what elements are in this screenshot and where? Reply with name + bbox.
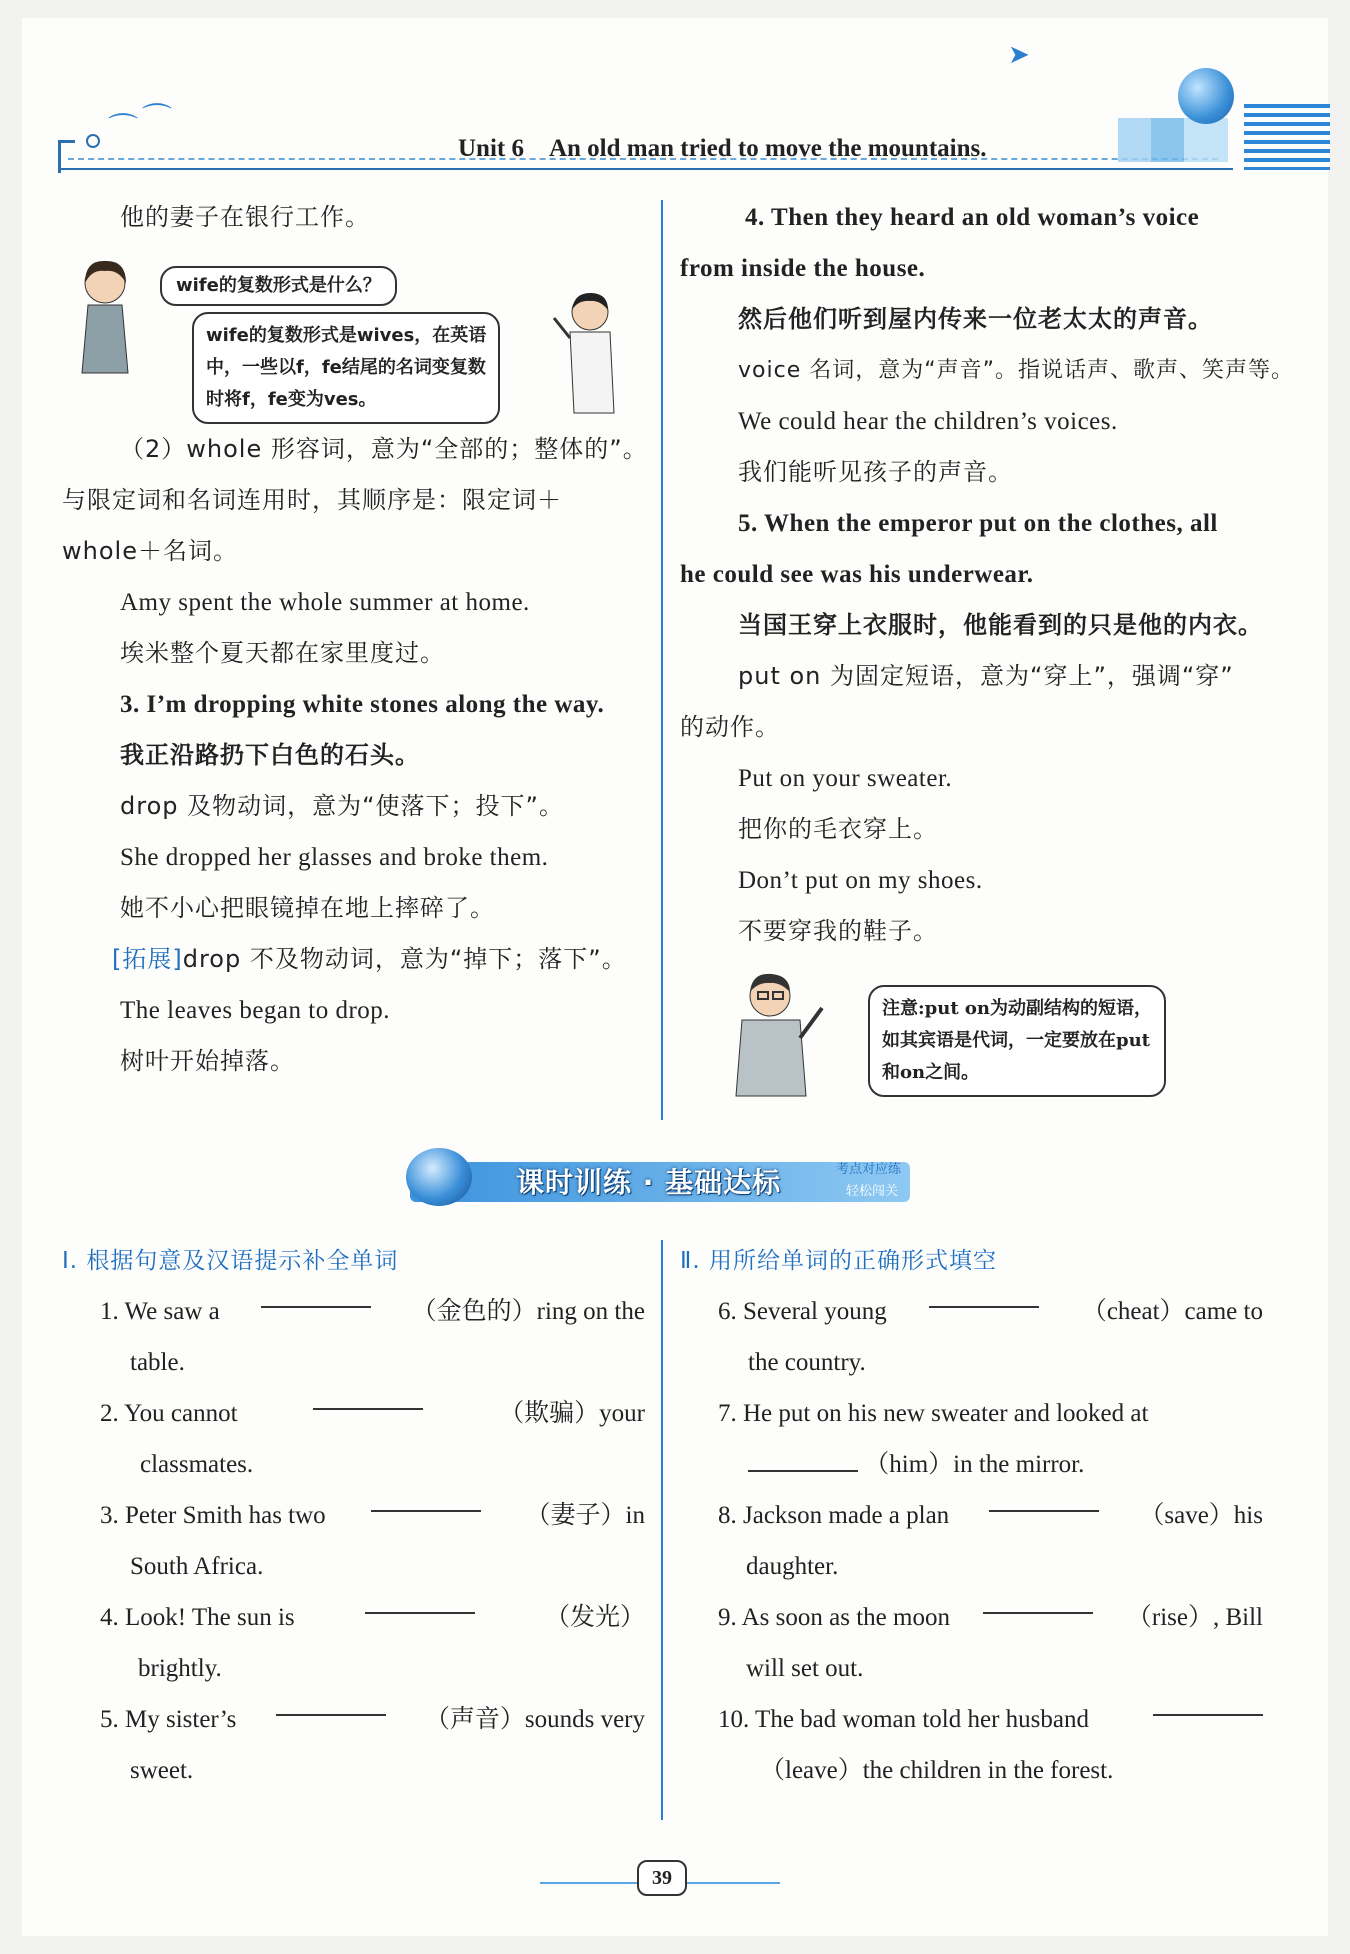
example-sentence: Amy spent the whole summer at home. [120,589,530,616]
speech-bubble-question: wife的复数形式是什么？ [160,266,397,306]
text-line: drop 及物动词，意为“使落下；投下”。 [120,792,564,820]
exercise-item [718,1439,1263,1490]
answer-blank[interactable] [929,1286,1039,1308]
question-text: （him）in the mirror. [864,1451,1085,1478]
example-sentence: Don’t put on my shoes. [738,867,983,894]
question-text: （cheat）came to [1081,1298,1263,1325]
exercise-item [718,1490,1263,1541]
question-text: 6. Several young [718,1298,887,1325]
note-bubble [868,985,1166,1097]
page-header [58,40,1298,170]
extension-text: drop 不及物动词，意为“掉下；落下”。 [182,945,627,973]
translation: 我们能听见孩子的声音。 [738,458,1013,486]
key-sentence: he could see was his underwear. [680,561,1034,588]
exercise-item: 7. He put on his new sweater and looked at [718,1400,1149,1427]
question-text: （save）his [1139,1502,1263,1529]
bubble-line: wife的复数形式是wives，在英语 [206,325,487,346]
exercise-item [100,1694,645,1745]
question-text: 3. Peter Smith has two [100,1502,326,1529]
key-sentence: from inside the house. [680,255,926,282]
answer-blank[interactable] [365,1592,475,1614]
bubble-line: 中，一些以f，fe结尾的名词变复数 [206,357,486,378]
question-text: （金色的）ring on the [411,1298,645,1325]
exercise-list-1 [100,1286,645,1796]
key-sentence: 3. I’m dropping white stones along the way. [120,691,605,718]
note-line: 注意:put on为动副结构的短语， [882,998,1152,1019]
paper-plane-icon: ➤ [1008,40,1030,70]
exercise-item [100,1388,645,1439]
text-line: （2）whole 形容词，意为“全部的；整体的”。 [120,435,648,463]
question-text: （rise）, Bill [1126,1604,1263,1631]
question-cont: （leave）the children in the forest. [760,1757,1114,1784]
text-line: put on 为固定短语，意为“穿上”，强调“穿” [738,662,1234,690]
banner-title: 课时训练 · 基础达标 [516,1166,782,1199]
exercise-item [718,1286,1263,1337]
question-text: 5. My sister’s [100,1706,237,1733]
question-text: 2. You cannot [100,1400,238,1427]
exercise-item [718,1694,1263,1745]
answer-blank[interactable] [983,1592,1093,1614]
column-divider [661,1240,663,1820]
header-rule [58,168,1233,170]
answer-blank[interactable] [1153,1694,1263,1716]
extension-line [62,934,647,985]
bird-icon: ⌒ [108,112,138,147]
question-text: （欺骗）your [499,1400,645,1427]
question-text: （发光） [544,1604,645,1631]
question-cont: classmates. [140,1451,254,1478]
translation: 埃米整个夏天都在家里度过。 [120,639,445,667]
section-title: Ⅰ. 根据句意及汉语提示补全单词 [62,1248,399,1274]
extension-tag: [拓展] [112,945,183,973]
example-sentence: The leaves began to drop. [120,997,391,1024]
question-text: 1. We saw a [100,1298,220,1325]
text-line: 他的妻子在银行工作。 [120,203,370,231]
section-title: Ⅱ. 用所给单词的正确形式填空 [680,1248,997,1274]
question-cont: sweet. [130,1757,194,1784]
page-number: 39 [637,1860,687,1896]
example-sentence: She dropped her glasses and broke them. [120,844,549,871]
note-line: 如其宾语是代词，一定要放在put [882,1030,1150,1051]
text-line: 与限定词和名词连用时，其顺序是：限定词＋ [62,486,562,514]
header-decoration [1118,118,1228,162]
exercise-item [100,1490,645,1541]
question-cont: table. [130,1349,185,1376]
key-sentence-text: 4. Then they heard an old woman’s voice [745,204,1200,231]
answer-blank[interactable] [748,1450,858,1472]
note-line: 和on之间。 [882,1062,980,1083]
speech-bubble-answer [192,312,500,424]
section-banner [396,1148,926,1212]
example-sentence: We could hear the children’s voices. [738,408,1118,435]
question-cont: the country. [748,1349,866,1376]
exercise-item [100,1592,645,1643]
exercise-item [100,1286,645,1337]
exercise-item [718,1592,1263,1643]
answer-blank[interactable] [313,1388,423,1410]
key-translation: 我正沿路扔下白色的石头。 [120,741,420,769]
bubble-line: 时将f，fe变为ves。 [206,389,377,410]
translation: 树叶开始掉落。 [120,1047,295,1075]
header-stripes [1244,104,1330,170]
question-text: 10. The bad woman told her husband [718,1706,1089,1733]
right-column [680,192,1295,957]
answer-blank[interactable] [371,1490,481,1512]
example-sentence: Put on your sweater. [738,765,953,792]
translation: 她不小心把眼镜掉在地上摔碎了。 [120,894,495,922]
key-translation: 当国王穿上衣服时，他能看到的只是他的内衣。 [738,611,1263,639]
girl-figure [70,255,140,375]
globe-icon [406,1148,472,1206]
translation: 把你的毛衣穿上。 [738,815,938,843]
text-line: whole＋名词。 [62,537,238,565]
key-translation: 然后他们听到屋内传来一位老太太的声音。 [738,305,1213,333]
question-cont: will set out. [746,1655,864,1682]
text-line: 的动作。 [680,713,780,741]
question-cont: daughter. [746,1553,839,1580]
question-text: 9. As soon as the moon [718,1604,950,1631]
answer-blank[interactable] [261,1286,371,1308]
header-dot [86,134,100,148]
question-text: 4. Look! The sun is [100,1604,295,1631]
exercise-list-2 [718,1286,1263,1796]
question-text: （声音）sounds very [424,1706,645,1733]
left-column [62,192,647,243]
question-text: （妻子）in [525,1502,645,1529]
bird-icon: ⌒ [142,102,172,137]
globe-icon [1178,68,1234,124]
answer-blank[interactable] [989,1490,1099,1512]
text-line: voice 名词，意为“声音”。指说话声、歌声、笑声等。 [738,358,1295,383]
key-sentence: 5. When the emperor put on the clothes, all [738,510,1218,537]
key-sentence [680,192,1265,243]
column-divider [661,200,663,1120]
question-cont: South Africa. [130,1553,264,1580]
answer-blank[interactable] [276,1694,386,1716]
teacher-figure [730,968,840,1098]
question-cont: brightly. [138,1655,222,1682]
question-text: 8. Jackson made a plan [718,1502,950,1529]
unit-title: Unit 6 An old man tried to move the mountains. [458,135,987,162]
banner-subtitle: 考点对应练 [836,1162,902,1177]
translation: 不要穿我的鞋子。 [738,917,938,945]
banner-subtitle: 轻松闯关 [846,1184,899,1199]
left-column-body [62,424,647,1087]
boy-figure [548,288,628,418]
